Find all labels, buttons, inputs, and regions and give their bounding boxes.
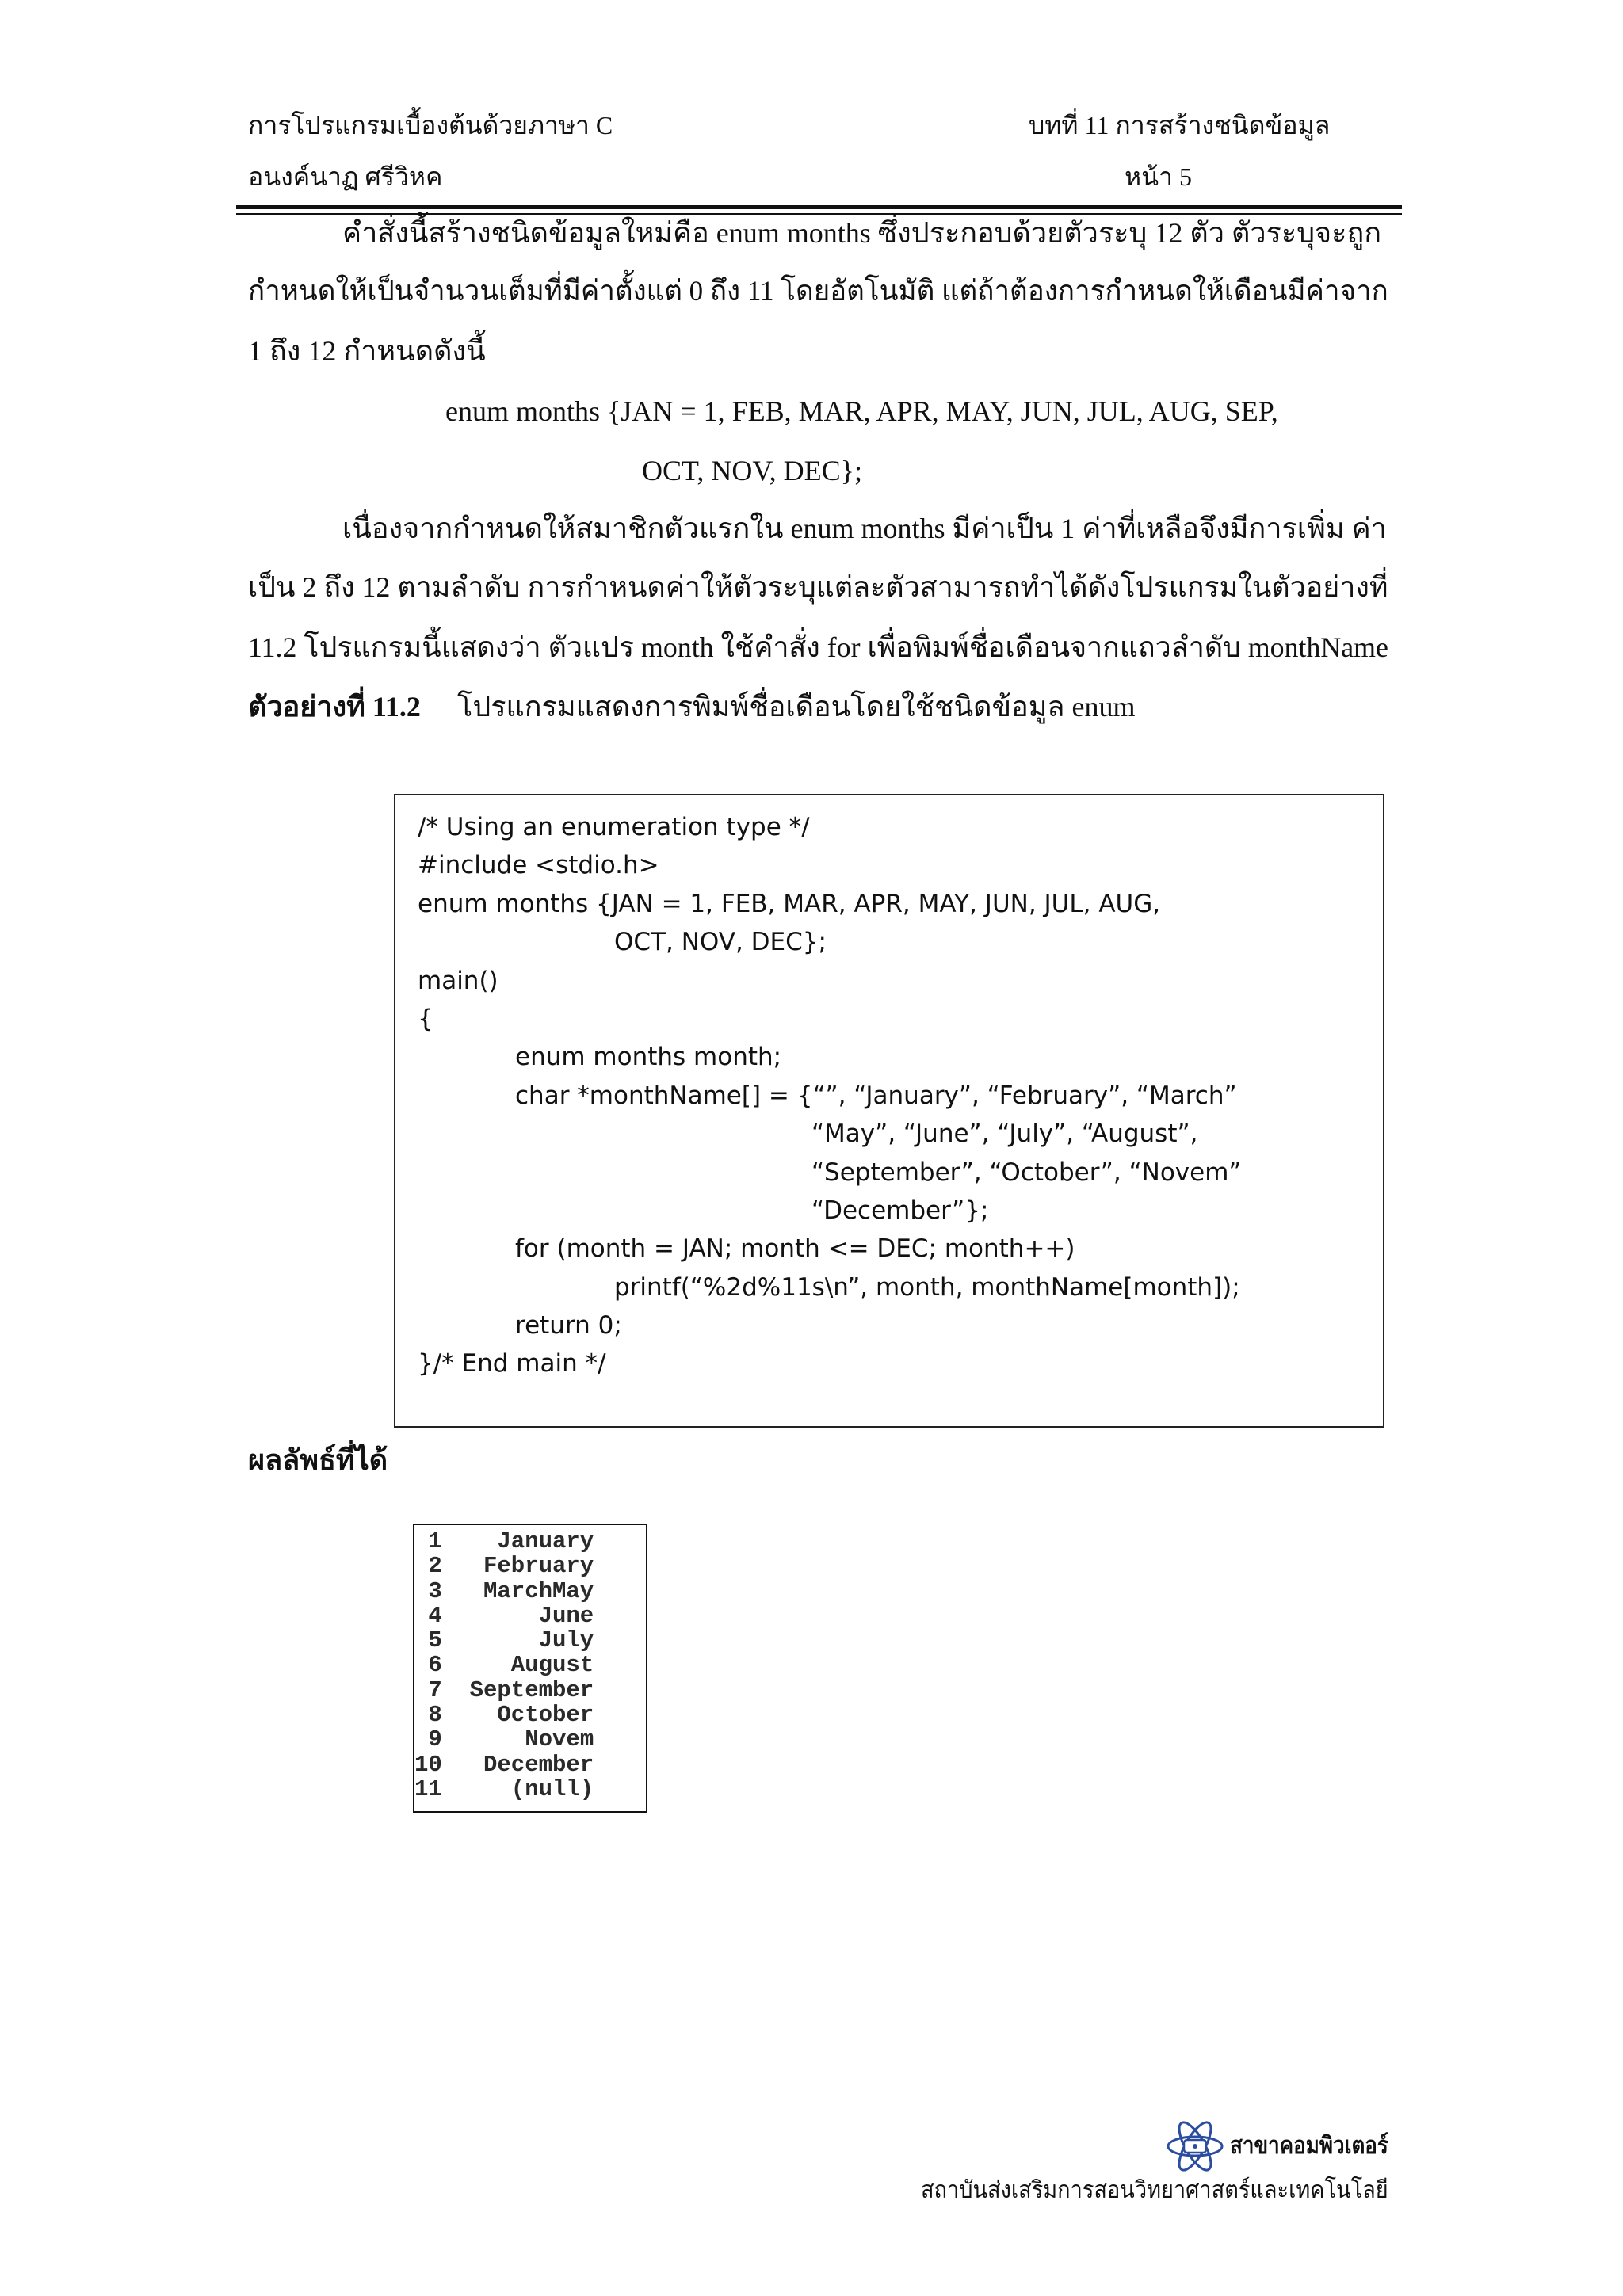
code-line: main() [418,966,498,995]
console-output-box [413,1524,647,1813]
code-line: #include <stdio.h> [418,851,659,880]
console-row-month: September [469,1676,594,1703]
output-heading: ผลลัพธ์ที่ได้ [248,1444,388,1476]
console-row-month: December [483,1751,594,1778]
console-row-month: June [538,1602,594,1629]
explanation-line: เนื่องจากกำหนดให้สมาชิกตัวแรกใน enum months มีค่าเป็น 1 ค่าที่เหลือจึงมีการเพิ่ม ค่า [342,513,1387,544]
console-row-number: 6 [428,1652,442,1679]
console-row [414,1653,646,1677]
intro-line: กำหนดให้เป็นจำนวนเต็มที่มีค่าตั้งแต่ 0 ถึง 11 โดยอัตโนมัติ แต่ถ้าต้องการกำหนดให้เดือนมีค่าจาก [248,275,1388,307]
console-row [414,1554,646,1578]
console-row-number: 7 [428,1676,442,1703]
console-row-month: October [497,1702,594,1729]
header-author: อนงค์นาฏ ศรีวิหค [248,162,443,191]
code-line: char *monthName[] = {“”, “January”, “February”, “March” [515,1081,1237,1110]
code-line: printf(“%2d%11s\n”, month, monthName[month]); [614,1272,1240,1302]
console-row-month: (null) [510,1775,594,1802]
console-row-number: 8 [428,1702,442,1729]
intro-line: 1 ถึง 12 กำหนดดังนี้ [248,335,486,367]
console-row [414,1579,646,1604]
console-row-number: 3 [428,1577,442,1604]
console-row [414,1529,646,1554]
footer-institute: สถาบันส่งเสริมการสอนวิทยาศาสตร์และเทคโนโลยี [921,2177,1388,2203]
header-page-number: หน้า 5 [1125,162,1192,191]
console-row-month: MarchMay [483,1577,594,1604]
intro-line: คำสั่งนี้สร้างชนิดข้อมูลใหม่คือ enum months ซึ่งประกอบด้วยตัวระบุ 12 ตัว ตัวระบุจะถูก [342,217,1382,249]
footer-department: สาขาคอมพิวเตอร์ [1230,2133,1388,2159]
code-listing-box [394,794,1384,1428]
console-row-number: 1 [428,1528,442,1554]
console-row-number: 4 [428,1602,442,1629]
code-line: “September”, “October”, “Novem” [812,1158,1242,1187]
console-row [414,1727,646,1752]
console-row [414,1703,646,1727]
atom-logo-icon [1165,2117,1225,2176]
code-line: “December”}; [812,1196,989,1225]
code-line: enum months {JAN = 1, FEB, MAR, APR, MAY, JUN, JUL, AUG, [418,889,1161,918]
console-row [414,1678,646,1703]
console-row-number: 2 [428,1553,442,1580]
header-double-rule-top [236,205,1402,209]
console-row [414,1628,646,1653]
code-line: OCT, NOV, DEC}; [614,928,827,957]
explanation-line: เป็น 2 ถึง 12 ตามลำดับ การกำหนดค่าให้ตัวระบุแต่ละตัวสามารถทำได้ดังโปรแกรมในตัวอย่างที่ [248,571,1388,603]
example-caption-text: โปรแกรมแสดงการพิมพ์ชื่อเดือนโดยใช้ชนิดข้อมูล enum [457,691,1136,723]
console-row-month: August [510,1652,594,1679]
header-book-title: การโปรแกรมเบื้องต้นด้วยภาษา C [248,111,613,139]
code-line: for (month = JAN; month <= DEC; month++) [515,1234,1075,1264]
header-chapter-title: บทที่ 11 การสร้างชนิดข้อมูล [1029,111,1331,139]
console-row-number: 11 [414,1775,442,1802]
code-line: }/* End main */ [418,1349,606,1379]
enum-example-line: enum months {JAN = 1, FEB, MAR, APR, MAY, JUN, JUL, AUG, SEP, [445,395,1278,427]
console-row-month: July [538,1627,594,1654]
console-row [414,1753,646,1777]
example-caption-label: ตัวอย่างที่ 11.2 [248,691,421,723]
console-row-number: 10 [414,1751,442,1778]
console-row-month: Novem [525,1726,594,1753]
code-line: “May”, “June”, “July”, “August”, [812,1119,1198,1149]
console-row-month: January [497,1528,594,1554]
console-row [414,1777,646,1802]
code-line: return 0; [515,1311,622,1341]
console-row-month: February [483,1553,594,1580]
code-line: { [418,1004,433,1033]
console-row-number: 5 [428,1627,442,1654]
console-row-number: 9 [428,1726,442,1753]
explanation-line: 11.2 โปรแกรมนี้แสดงว่า ตัวแปร month ใช้คำสั่ง for เพื่อพิมพ์ชื่อเดือนจากแถวลำดับ monthName [248,631,1388,663]
console-row [414,1604,646,1628]
code-line: /* Using an enumeration type */ [418,813,810,841]
enum-example-line: OCT, NOV, DEC}; [642,455,862,486]
code-line: enum months month; [515,1043,782,1072]
